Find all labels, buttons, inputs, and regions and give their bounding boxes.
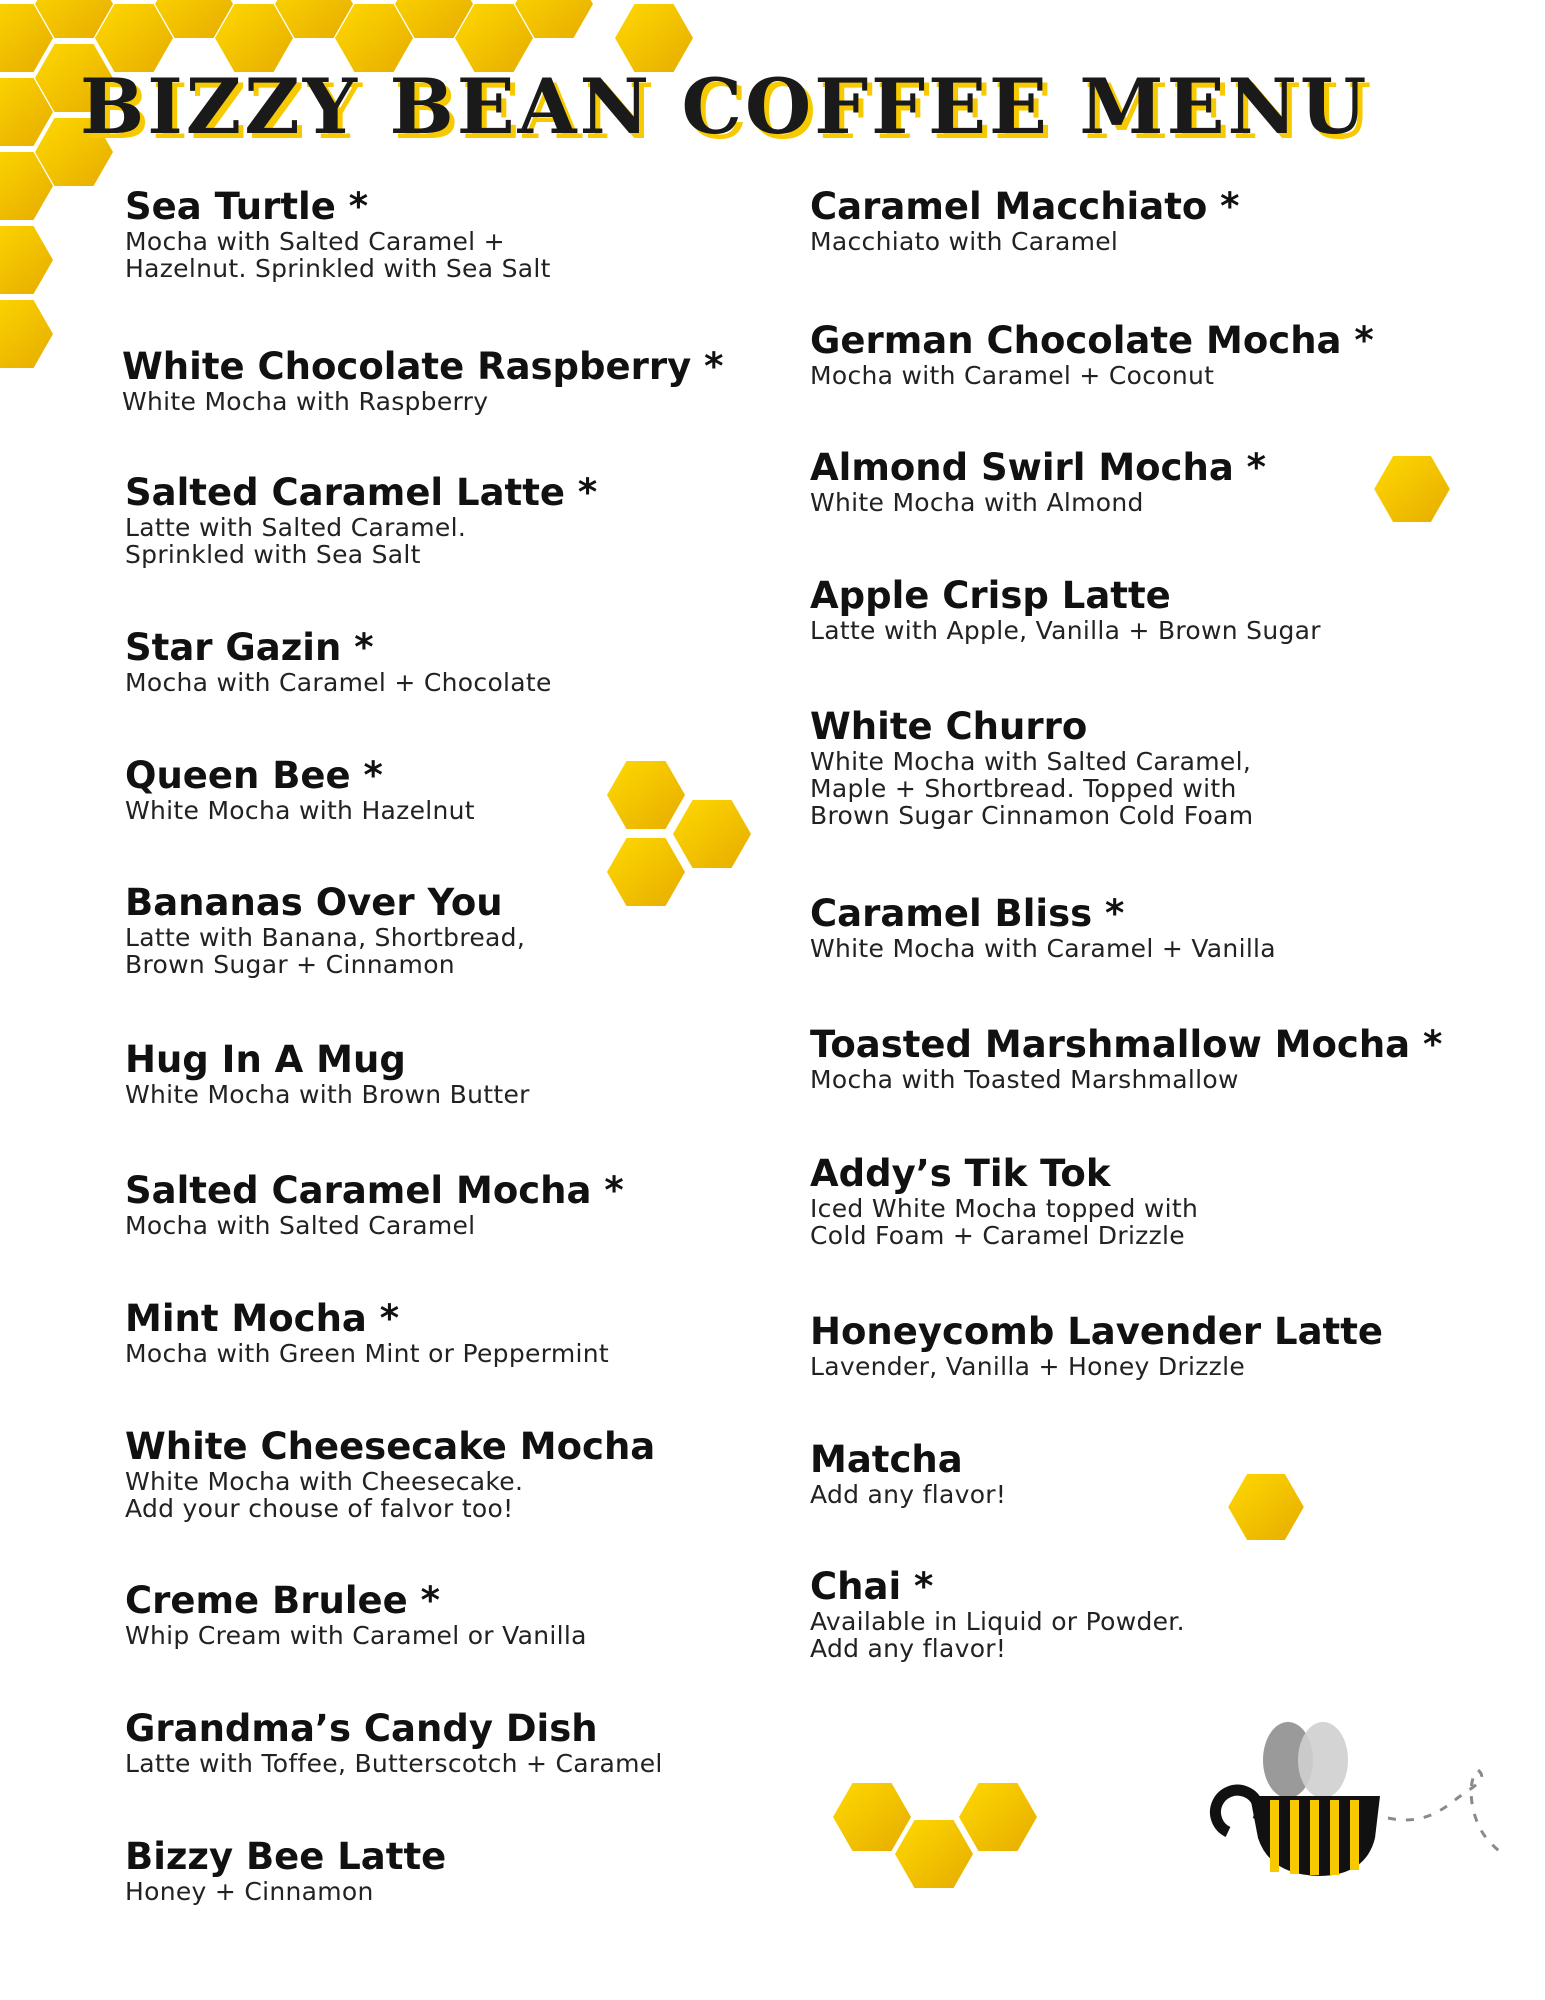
item-description: Honey + Cinnamon xyxy=(125,1877,374,1906)
item-name: Salted Caramel Mocha * xyxy=(125,1169,624,1212)
item-name: Honeycomb Lavender Latte xyxy=(810,1310,1384,1353)
honeycomb-cluster xyxy=(833,1783,1037,1888)
menu-item xyxy=(810,447,1266,516)
item-description: Mocha with Salted Caramel xyxy=(125,1211,476,1240)
honeycomb-corner xyxy=(0,0,693,368)
item-name: Bananas Over You xyxy=(125,881,503,924)
item-name: Grandma’s Candy Dish xyxy=(125,1707,598,1750)
menu-item xyxy=(125,1039,530,1108)
menu-item xyxy=(125,755,475,824)
item-description: Whip Cream with Caramel or Vanilla xyxy=(125,1621,587,1650)
menu-title: BIZZY BEAN COFFEE MENU xyxy=(80,62,1370,151)
item-name: Star Gazin * xyxy=(125,626,374,669)
menu-item xyxy=(810,186,1240,255)
item-description: Lavender, Vanilla + Honey Drizzle xyxy=(810,1352,1246,1381)
menu-item xyxy=(122,346,723,415)
item-description: White Mocha with Raspberry xyxy=(122,387,489,416)
menu-item xyxy=(810,1439,1006,1508)
menu-item xyxy=(125,882,525,978)
item-description: Mocha with Salted Caramel + Hazelnut. Sprinkled with Sea Salt xyxy=(125,227,551,283)
item-name: Toasted Marshmallow Mocha * xyxy=(810,1023,1443,1066)
item-name: White Cheesecake Mocha xyxy=(125,1425,656,1468)
item-name: White Chocolate Raspberry * xyxy=(122,345,724,388)
item-name: Sea Turtle * xyxy=(125,185,369,228)
item-name: Apple Crisp Latte xyxy=(810,574,1171,617)
menu-item xyxy=(125,472,597,568)
menu-item xyxy=(125,1426,655,1522)
menu-item xyxy=(125,1708,663,1777)
item-name: White Churro xyxy=(810,705,1088,748)
menu-item xyxy=(125,186,551,282)
item-name: Almond Swirl Mocha * xyxy=(810,446,1267,489)
item-name: Bizzy Bee Latte xyxy=(125,1835,447,1878)
menu-item xyxy=(125,1836,446,1905)
menu-item xyxy=(125,627,552,696)
item-description: Macchiato with Caramel xyxy=(810,227,1119,256)
item-name: Creme Brulee * xyxy=(125,1579,440,1622)
item-description: White Mocha with Salted Caramel, Maple + Shortbread. Topped with Brown Sugar Cinnamon Cold Foam xyxy=(810,747,1254,830)
honeycomb-cluster xyxy=(607,761,751,906)
item-description: Iced White Mocha topped with Cold Foam + Caramel Drizzle xyxy=(810,1194,1199,1250)
item-name: Caramel Bliss * xyxy=(810,892,1125,935)
item-description: White Mocha with Brown Butter xyxy=(125,1080,530,1109)
menu-item xyxy=(810,575,1321,644)
item-description: Latte with Apple, Vanilla + Brown Sugar xyxy=(810,616,1321,645)
menu-item xyxy=(125,1298,609,1367)
item-name: Queen Bee * xyxy=(125,754,383,797)
item-description: Mocha with Caramel + Coconut xyxy=(810,361,1215,390)
menu-item xyxy=(810,1024,1442,1093)
item-description: Mocha with Green Mint or Peppermint xyxy=(125,1339,609,1368)
item-name: German Chocolate Mocha * xyxy=(810,319,1374,362)
item-name: Salted Caramel Latte * xyxy=(125,471,598,514)
item-name: Addy’s Tik Tok xyxy=(810,1152,1111,1195)
menu-item xyxy=(125,1170,624,1239)
item-description: White Mocha with Almond xyxy=(810,488,1144,517)
item-description: White Mocha with Hazelnut xyxy=(125,796,475,825)
menu-item xyxy=(810,706,1253,829)
item-description: Latte with Salted Caramel. Sprinkled with Sea Salt xyxy=(125,513,467,569)
item-name: Matcha xyxy=(810,1438,963,1481)
item-name: Hug In A Mug xyxy=(125,1038,406,1081)
item-description: Latte with Toffee, Butterscotch + Caramel xyxy=(125,1749,663,1778)
item-description: Latte with Banana, Shortbread, Brown Sugar + Cinnamon xyxy=(125,923,526,979)
menu-item xyxy=(125,1580,587,1649)
item-name: Chai * xyxy=(810,1565,934,1608)
item-description: Add any flavor! xyxy=(810,1480,1007,1509)
item-description: Available in Liquid or Powder. Add any flavor! xyxy=(810,1607,1185,1663)
menu-item xyxy=(810,320,1374,389)
menu-item xyxy=(810,1153,1198,1249)
item-name: Caramel Macchiato * xyxy=(810,185,1240,228)
menu-item xyxy=(810,893,1276,962)
item-description: Mocha with Caramel + Chocolate xyxy=(125,668,552,697)
item-description: White Mocha with Caramel + Vanilla xyxy=(810,934,1276,963)
menu-item xyxy=(810,1311,1383,1380)
item-name: Mint Mocha * xyxy=(125,1297,400,1340)
item-description: Mocha with Toasted Marshmallow xyxy=(810,1065,1239,1094)
item-description: White Mocha with Cheesecake. Add your chouse of falvor too! xyxy=(125,1467,524,1523)
menu-item xyxy=(810,1566,1185,1662)
bee-cup-icon xyxy=(1215,1722,1505,1876)
